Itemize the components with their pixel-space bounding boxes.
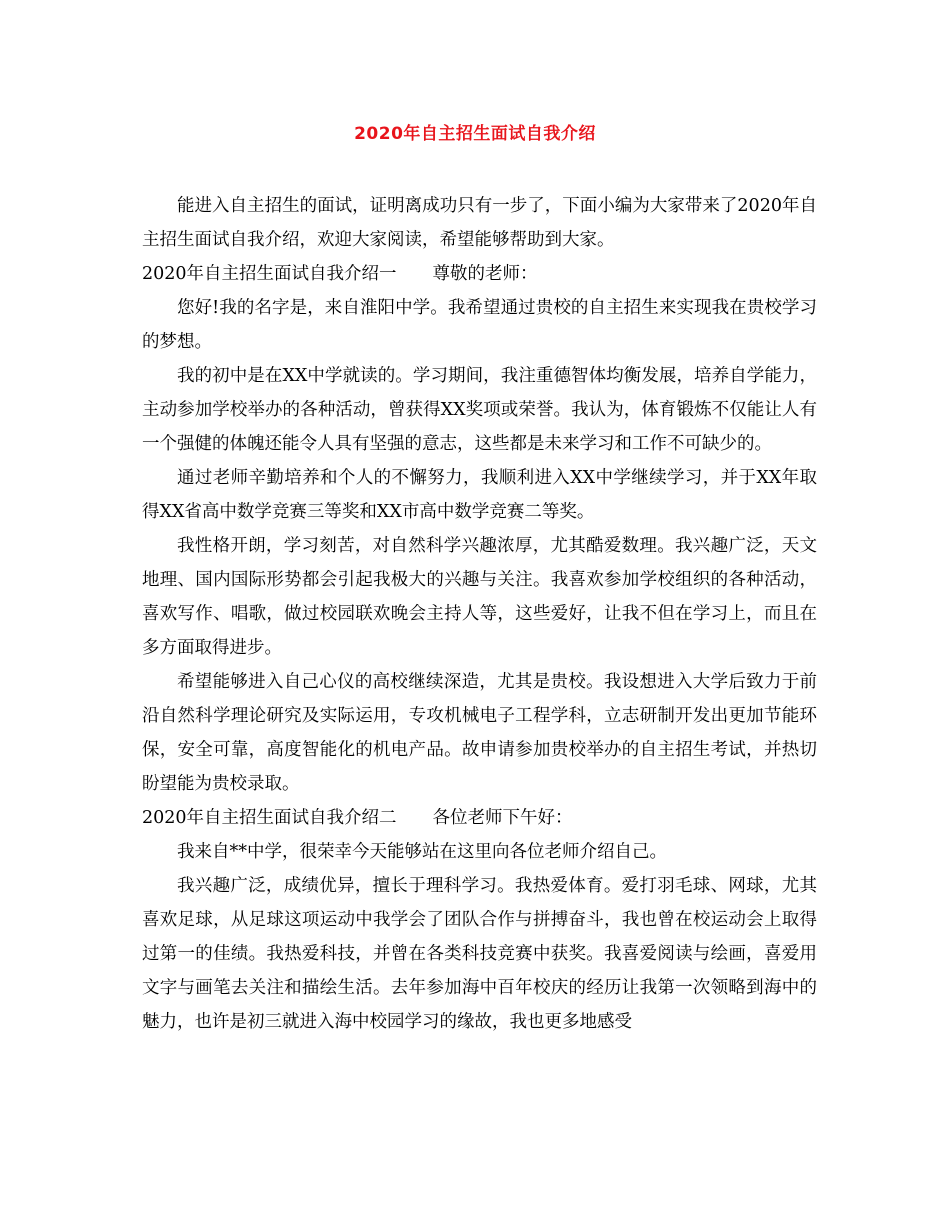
document-title: 2020年自主招生面试自我介绍 <box>354 124 596 144</box>
body-paragraph: 我的初中是在XX中学就读的。学习期间，我注重德智体均衡发展，培养自学能力，主动参加学校举办的各种活动，曾获得XX奖项或荣誉。我认为，体育锻炼不仅能让人有一个强健的体魄还能令人具有坚强的意志，这些都是未来学习和工作不可缺少的。 <box>142 366 817 454</box>
body-paragraph: 您好!我的名字是，来自淮阳中学。我希望通过贵校的自主招生来实现我在贵校学习的梦想。 <box>142 298 817 352</box>
document-body <box>142 189 817 1039</box>
body-paragraph: 我性格开朗，学习刻苦，对自然科学兴趣浓厚，尤其酷爱数理。我兴趣广泛，天文地理、国内国际形势都会引起我极大的兴趣与关注。我喜欢参加学校组织的各种活动，喜欢写作、唱歌，做过校园联欢晚会主持人等，这些爱好，让我不但在学习上，而且在多方面取得进步。 <box>142 536 817 658</box>
section-greeting-2: 各位老师下午好： <box>432 808 573 828</box>
body-paragraph: 我兴趣广泛，成绩优异，擅长于理科学习。我热爱体育。爱打羽毛球、网球，尤其喜欢足球，从足球这项运动中我学会了团队合作与拼搏奋斗，我也曾在校运动会上取得过第一的佳绩。我热爱科技，并曾在各类科技竞赛中获奖。我喜爱阅读与绘画，喜爱用文字与画笔去关注和描绘生活。去年参加海中百年校庆的经历让我第一次领略到海中的魅力，也许是初三就进入海中校园学习的缘故，我也更多地感受 <box>142 876 817 1032</box>
section-title-1: 2020年自主招生面试自我介绍一 <box>142 264 397 284</box>
section-heading-2 <box>142 801 817 835</box>
section-title-2: 2020年自主招生面试自我介绍二 <box>142 808 397 828</box>
body-paragraph: 希望能够进入自己心仪的高校继续深造，尤其是贵校。我设想进入大学后致力于前沿自然科学理论研究及实际运用，专攻机械电子工程学科，立志研制开发出更加节能环保，安全可靠，高度智能化的机电产品。故申请参加贵校举办的自主招生考试，并热切盼望能为贵校录取。 <box>142 672 817 794</box>
body-paragraph: 通过老师辛勤培养和个人的不懈努力，我顺利进入XX中学继续学习，并于XX年取得XX省高中数学竞赛三等奖和XX市高中数学竞赛二等奖。 <box>142 468 817 522</box>
intro-paragraph: 能进入自主招生的面试，证明离成功只有一步了，下面小编为大家带来了2020年自主招生面试自我介绍，欢迎大家阅读，希望能够帮助到大家。 <box>142 196 817 250</box>
body-paragraph: 我来自**中学，很荣幸今天能够站在这里向各位老师介绍自己。 <box>177 842 667 862</box>
section-heading-1 <box>142 257 817 291</box>
section-greeting-1: 尊敬的老师： <box>432 264 538 284</box>
